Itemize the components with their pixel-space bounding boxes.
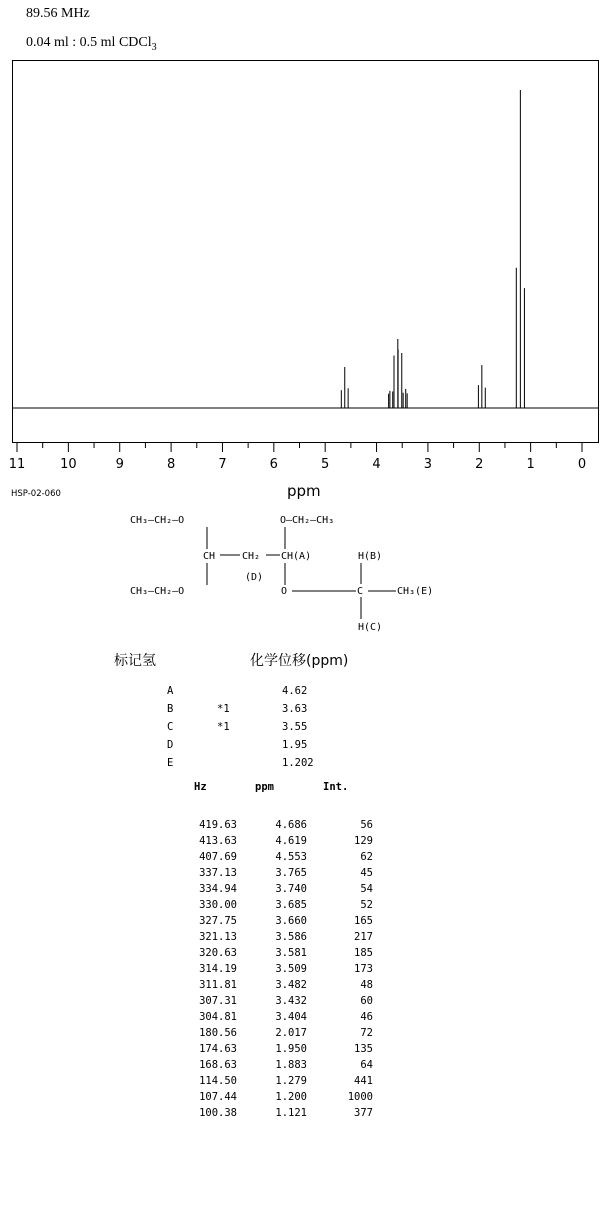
peak-int: 54 [360,883,373,895]
structure-label-o: O [281,586,288,597]
peak-ppm: 1.121 [275,1107,307,1119]
peak-ppm: 3.685 [275,899,307,911]
peak-hz: 307.31 [199,995,237,1007]
structure-label-ethoxy-bottom: CH₃–CH₂–O [130,586,185,597]
sample-label [26,35,157,51]
nmr-spectrum-chart [0,55,609,505]
peak-row [180,1073,373,1089]
structure-label-ethoxy-right: O–CH₂–CH₃ [280,515,335,526]
structure-label-ch-a: CH(A) [281,551,312,562]
peak-row [180,897,373,913]
plot-frame [13,61,599,443]
peak-ppm: 3.586 [275,931,307,943]
peak-int: 45 [360,867,373,879]
peak-int: 1000 [347,1091,373,1103]
x-tick-label: 4 [372,457,381,472]
peak-int: 48 [360,979,373,991]
x-tick-label: 0 [577,457,587,472]
assignment-row [167,701,314,717]
peak-header-hz: Hz [194,781,207,793]
assignment-label: A [167,685,174,697]
sample-prefix: 0.04 ml : 0.5 ml CDCl [26,35,152,50]
peak-row [180,1041,373,1057]
peak-int: 217 [354,931,373,943]
peak-hz: 327.75 [199,915,237,927]
peak-int: 72 [360,1027,373,1039]
structure-label-d: (D) [245,572,264,583]
peak-hz: 168.63 [199,1059,237,1071]
assignment-note [217,683,280,699]
assignment-note: *1 [217,721,230,733]
peak-hz: 304.81 [199,1011,237,1023]
peak-ppm: 3.581 [275,947,307,959]
structure-label-h-c: H(C) [358,622,383,633]
peak-int: 129 [354,835,373,847]
x-tick-label: 1 [526,457,535,472]
peak-row [180,961,373,977]
assignment-label: D [167,739,174,751]
assignment-note [217,755,280,771]
structure-label-h-b: H(B) [358,551,383,562]
assignment-row [167,737,314,753]
ticks-group [9,443,586,472]
assignment-shift: 1.202 [282,757,314,769]
peak-hz: 334.94 [199,883,237,895]
assignment-note: *1 [217,703,230,715]
peak-hz: 413.63 [199,835,237,847]
peak-row [180,849,373,865]
assignment-header-shift: 化学位移(ppm) [250,653,349,669]
peak-header-int: Int. [323,781,349,793]
peak-row [180,881,373,897]
peak-hz: 320.63 [199,947,237,959]
structure-label-c: C [357,586,364,597]
peak-ppm: 3.482 [275,979,307,991]
peak-ppm: 1.950 [275,1043,307,1055]
assignment-row [167,683,314,699]
frequency-label: 89.56 MHz [26,6,90,21]
peak-int: 441 [354,1075,373,1087]
peak-row [180,833,373,849]
peak-int: 377 [354,1107,373,1119]
peak-ppm: 1.200 [275,1091,307,1103]
peak-ppm: 2.017 [275,1027,307,1039]
assignment-label: B [167,703,174,715]
x-tick-label: 6 [269,457,278,472]
peak-row [180,1089,373,1105]
x-tick-label: 11 [8,457,26,472]
assignment-note [217,737,280,753]
peak-rows [180,817,373,1121]
peak-hz: 107.44 [199,1091,237,1103]
peak-row [180,817,373,833]
peak-hz: 174.63 [199,1043,237,1055]
peak-row [180,1009,373,1025]
structure-label-ch2: CH₂ [242,551,261,562]
peak-int: 56 [360,819,373,831]
peak-hz: 330.00 [199,899,237,911]
peaks-group [341,90,524,408]
peak-row [180,865,373,881]
x-tick-label: 3 [423,457,433,472]
peak-hz: 321.13 [199,931,237,943]
assignment-label: C [167,721,174,733]
assignment-shift: 1.95 [282,739,308,751]
peak-ppm: 4.686 [275,819,307,831]
peak-hz: 337.13 [199,867,237,879]
peak-ppm: 3.765 [275,867,307,879]
peak-ppm: 1.883 [275,1059,307,1071]
peak-hz: 419.63 [199,819,237,831]
peak-ppm: 3.509 [275,963,307,975]
peak-ppm: 3.404 [275,1011,307,1023]
peak-int: 173 [354,963,373,975]
x-tick-label: 9 [115,457,124,472]
peak-header-ppm: ppm [255,781,274,793]
peak-hz: 314.19 [199,963,237,975]
peak-int: 135 [354,1043,373,1055]
structure-label-ch: CH [203,551,216,562]
structure-diagram [0,505,609,640]
assignment-label: E [167,757,174,769]
peak-hz: 114.50 [199,1075,237,1087]
x-tick-label: 8 [166,457,176,472]
assignment-table [165,681,316,773]
peak-hz: 100.38 [199,1107,237,1119]
peak-row [180,1057,373,1073]
peak-int: 52 [360,899,373,911]
peak-row [180,929,373,945]
peak-ppm: 1.279 [275,1075,307,1087]
peak-int: 46 [360,1011,373,1023]
x-axis-label: ppm [287,482,321,500]
peak-hz: 311.81 [199,979,237,991]
peak-ppm: 3.432 [275,995,307,1007]
assignment-shift: 3.63 [282,703,308,715]
assignment-header-label: 标记氢 [114,653,156,669]
x-tick-label: 2 [475,457,484,472]
x-tick-label: 5 [321,457,330,472]
peak-ppm: 4.553 [275,851,307,863]
peak-ppm: 3.740 [275,883,307,895]
assignment-row [167,755,314,771]
assignment-shift: 4.62 [282,685,308,697]
peak-ppm: 4.619 [275,835,307,847]
spectrum-code: HSP-02-060 [11,489,61,499]
structure-bonds [207,527,396,619]
peak-int: 165 [354,915,373,927]
peak-row [180,993,373,1009]
assignment-shift: 3.55 [282,721,308,733]
peak-row [180,945,373,961]
sample-subscript: 3 [151,42,157,53]
structure-label-ethoxy-top: CH₃–CH₂–O [130,515,185,526]
peak-row [180,1025,373,1041]
structure-label-ch3-e: CH₃(E) [397,586,434,597]
peak-int: 60 [360,995,373,1007]
peak-table-header [180,779,373,795]
peak-int: 64 [360,1059,373,1071]
x-tick-label: 10 [60,457,77,472]
assignment-row [167,719,314,735]
peak-table [180,779,373,1121]
peak-int: 62 [360,851,373,863]
peak-row [180,1105,373,1121]
x-tick-label: 7 [218,457,227,472]
peak-row [180,977,373,993]
peak-hz: 180.56 [199,1027,237,1039]
peak-int: 185 [354,947,373,959]
peak-hz: 407.69 [199,851,237,863]
peak-ppm: 3.660 [275,915,307,927]
peak-row [180,913,373,929]
